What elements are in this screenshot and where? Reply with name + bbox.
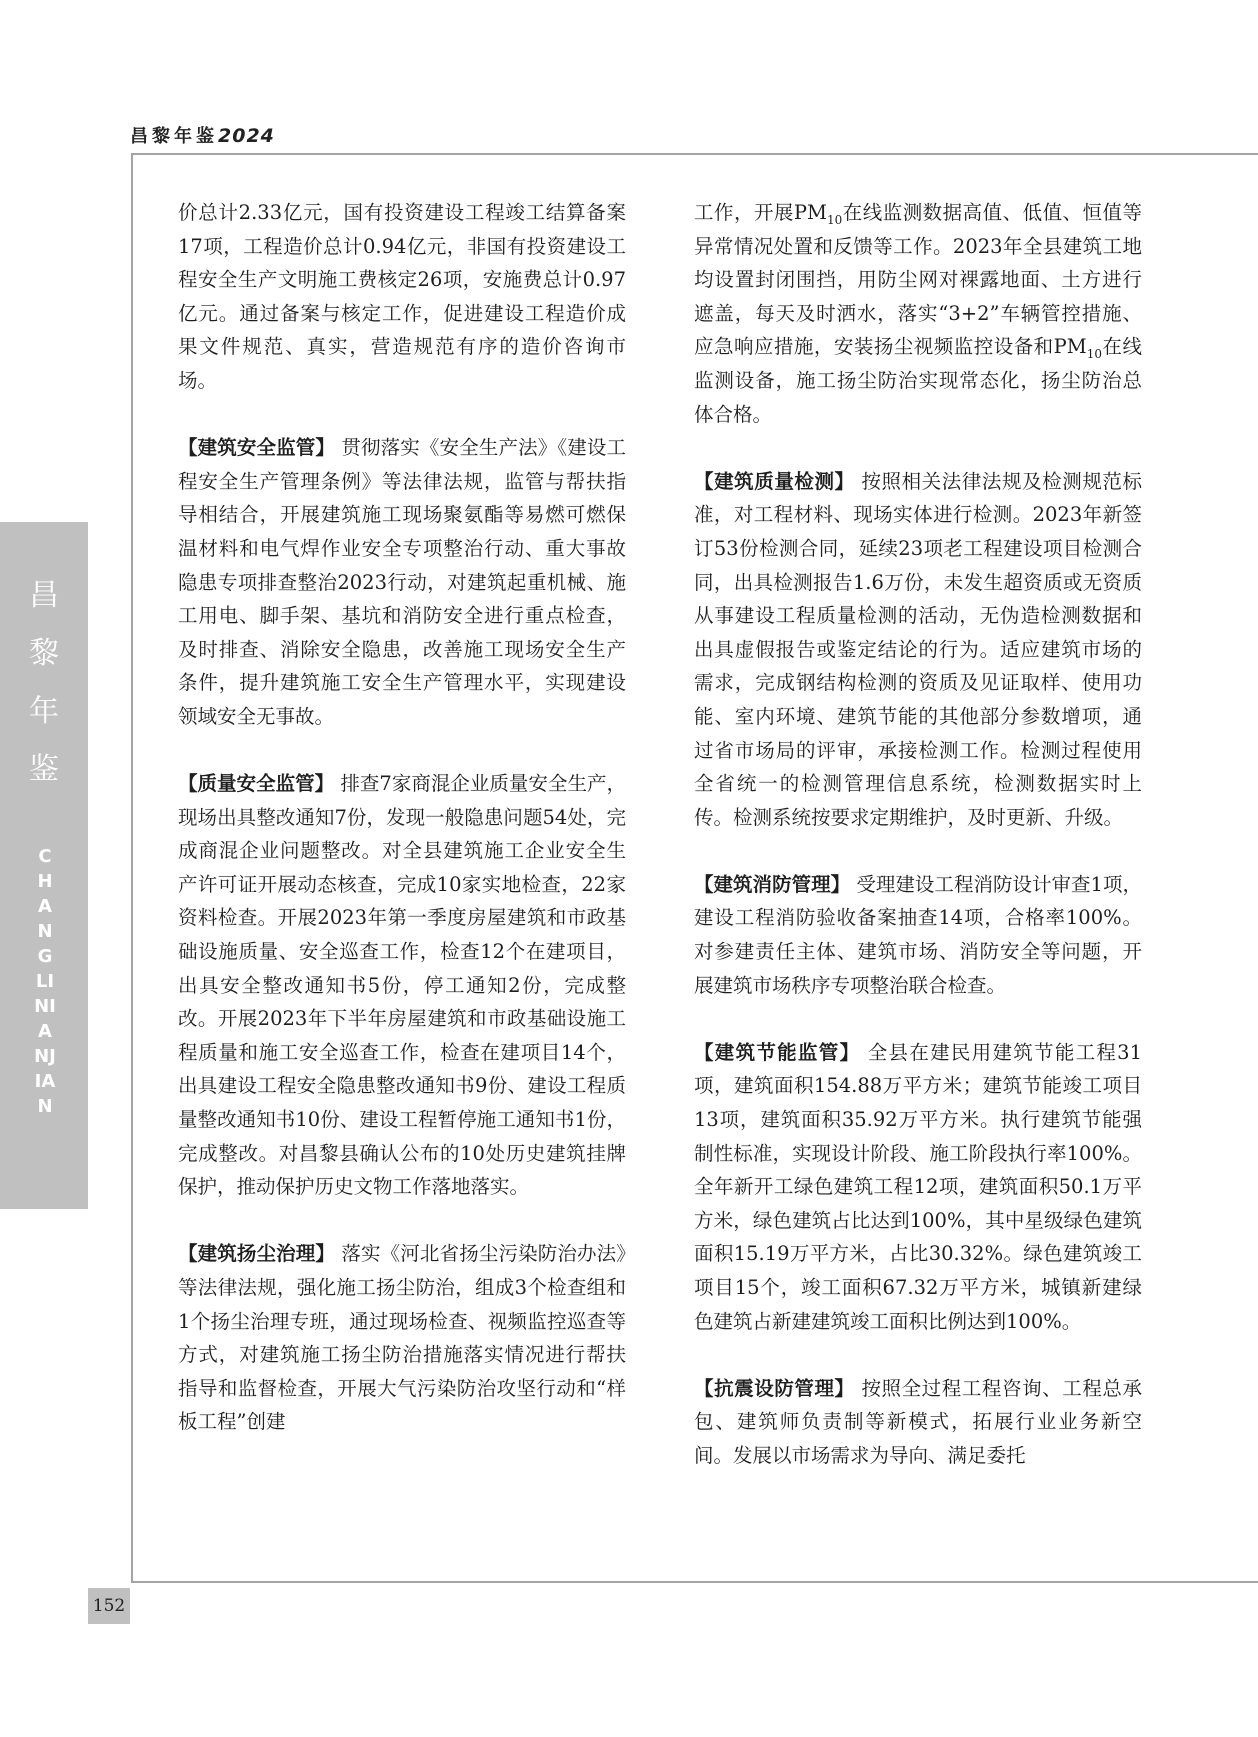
section-dust-control [178, 1237, 626, 1439]
section-energy-saving [694, 1036, 1142, 1338]
header-title: 昌黎年鉴 [130, 126, 218, 147]
section-fire-management [694, 868, 1142, 1002]
section-heading: 【建筑消防管理】 [694, 872, 851, 896]
frame-top-rule [131, 153, 1258, 155]
section-heading: 【建筑扬尘治理】 [178, 1242, 336, 1266]
intro-part-c: 在线监测设备，施工扬尘防治实现常态化，扬尘防治总体合格。 [694, 335, 1142, 426]
right-intro-paragraph [694, 196, 1142, 431]
pm-subscript: 10 [1086, 347, 1103, 362]
section-seismic-management [694, 1372, 1142, 1473]
side-thumb-tab [0, 522, 88, 1209]
left-intro-paragraph: 价总计2.33亿元，国有投资建设工程竣工结算备案17项，工程造价总计0.94亿元，非国有投资建设工程安全生产文明施工费核定26项，安施费总计0.97亿元。通过备案与核定工作，促进建设工程造价成果文件规范、真实，营造规范有序的造价咨询市场。 [178, 201, 626, 392]
section-body: 落实《河北省扬尘污染防治办法》等法律法规，强化施工扬尘防治，组成3个检查组和1个扬尘治理专班，通过现场检查、视频监控巡查等方式，对建筑施工扬尘防治措施落实情况进行帮扶指导和监督检查，开展大气污染防治攻坚行动和“样板工程”创建 [178, 1242, 626, 1434]
section-heading: 【质量安全监管】 [178, 772, 335, 796]
section-body: 受理建设工程消防设计审查1项，建设工程消防验收备案抽查14项，合格率100%。对参建责任主体、建筑市场、消防安全等问题，开展建筑市场秩序专项整治联合检查。 [694, 872, 1142, 997]
side-tab-pinyin: CHANGLINIANJIAN [34, 846, 56, 1117]
running-header [130, 122, 275, 148]
right-column [694, 196, 1142, 1473]
section-quality-safety [178, 767, 626, 1204]
section-body: 贯彻落实《安全生产法》《建设工程安全生产管理条例》等法律法规，监管与帮扶指导相结合，开展建筑施工现场聚氨酯等易燃可燃保温材料和电气焊作业安全专项整治行动、重大事故隐患专项排查整治2023行动，对建筑起重机械、施工用电、脚手架、基坑和消防安全进行重点检查，及时排查、消除安全隐患，改善施工现场安全生产条件，提升建筑施工安全生产管理水平，实现建设领域安全无事故。 [178, 436, 626, 728]
section-heading: 【抗震设防管理】 [694, 1376, 855, 1400]
intro-part-b: 在线监测数据高值、低值、恒值等异常情况处置和反馈等工作。2023年全县建筑工地均设置封闭围挡，用防尘网对裸露地面、土方进行遮盖，每天及时洒水，落实“3+2”车辆管控措施、应急响应措施，安装扬尘视频监控设备和PM [694, 201, 1142, 359]
section-body: 按照相关法律法规及检测规范标准，对工程材料、现场实体进行检测。2023年新签订53份检测合同，延续23项老工程建设项目检测合同，出具检测报告1.6万份，未发生超资质或无资质从事建设工程质量检测的活动，无伪造检测数据和出具虚假报告或鉴定结论的行为。适应建筑市场的需求，完成钢结构检测的资质及见证取样、使用功能、室内环境、建筑节能的其他部分参数增项，通过省市场局的评审，承接检测工作。检测过程使用全省统一的检测管理信息系统，检测数据实时上传。检测系统按要求定期维护，及时更新、升级。 [694, 469, 1142, 829]
frame-bottom-rule [131, 1581, 1258, 1583]
section-heading: 【建筑节能监管】 [694, 1040, 861, 1064]
section-quality-testing [694, 465, 1142, 835]
header-year: 2024 [218, 125, 275, 147]
section-heading: 【建筑安全监管】 [178, 436, 336, 460]
intro-part-a: 工作，开展PM [694, 201, 827, 224]
pm-subscript: 10 [827, 212, 843, 227]
section-building-safety [178, 431, 626, 733]
frame-left-rule [131, 153, 133, 1583]
section-body: 排查7家商混企业质量安全生产，现场出具整改通知7份，发现一般隐患问题54处，完成商混企业问题整改。对全县建筑施工企业安全生产许可证开展动态核查，完成10家实地检查，22家资料检查。开展2023年第一季度房屋建筑和市政基础设施质量、安全巡查工作，检查12个在建项目，出具安全整改通知书5份，停工通知2份，完成整改。开展2023年下半年房屋建筑和市政基础设施工程质量和施工安全巡查工作，检查在建项目14个，出具建设工程安全隐患整改通知书9份、建设工程质量整改通知书10份、建设工程暂停施工通知书1份，完成整改。对昌黎县确认公布的10处历史建筑挂牌保护，推动保护历史文物工作落地落实。 [178, 772, 626, 1199]
page-number: 152 [88, 1588, 130, 1624]
side-tab-chinese: 昌黎年鉴 [29, 578, 59, 787]
section-heading: 【建筑质量检测】 [694, 469, 855, 493]
section-body: 全县在建民用建筑节能工程31项，建筑面积154.88万平方米；建筑节能竣工项目13项，建筑面积35.92万平方米。执行建筑节能强制性标准，实现设计阶段、施工阶段执行率100%。全年新开工绿色建筑工程12项，建筑面积50.1万平方米，绿色建筑占比达到100%，其中星级绿色建筑面积15.19万平方米，占比30.32%。绿色建筑竣工项目15个，竣工面积67.32万平方米，城镇新建绿色建筑占新建建筑竣工面积比例达到100%。 [694, 1040, 1142, 1333]
section-body: 按照全过程工程咨询、工程总承包、建筑师负责制等新模式，拓展行业业务新空间。发展以市场需求为导向、满足委托 [694, 1376, 1142, 1467]
left-column [178, 196, 626, 1439]
